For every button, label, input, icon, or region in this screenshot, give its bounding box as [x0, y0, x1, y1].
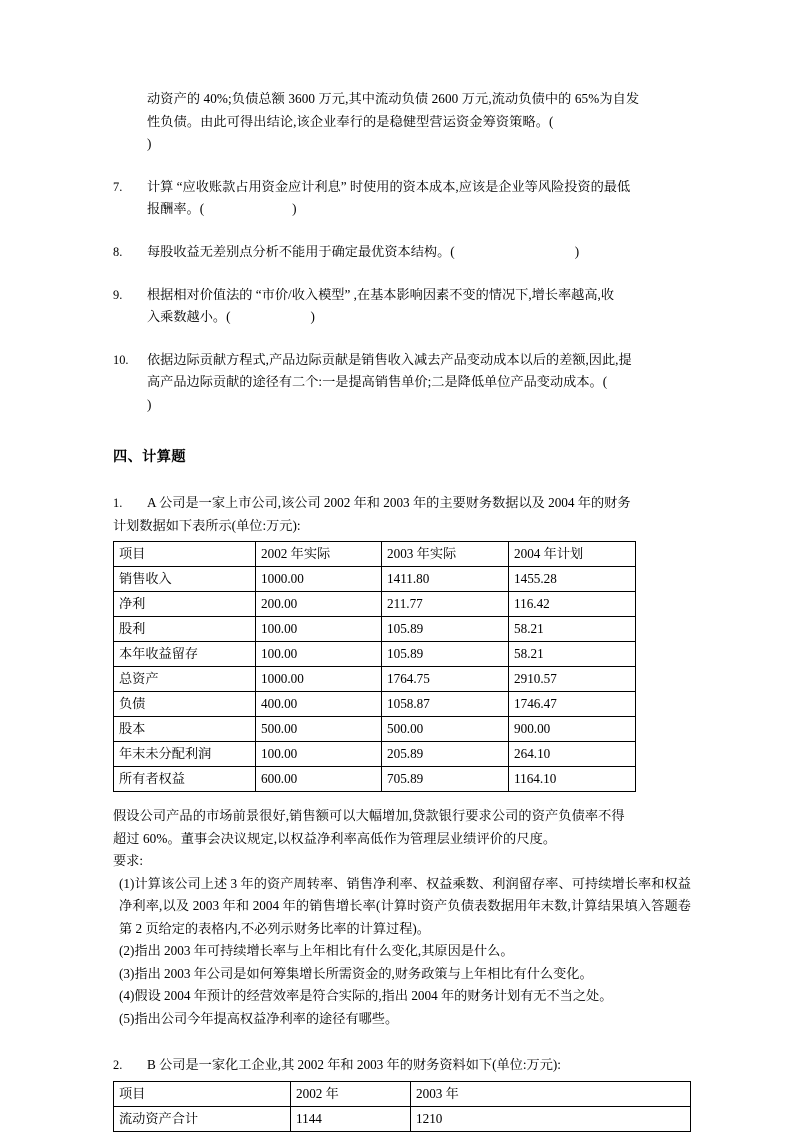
cell-2004: 116.42: [509, 592, 636, 617]
problem-intro-line-2: 计划数据如下表所示(单位:万元):: [113, 517, 301, 533]
document-content: [113, 88, 691, 1132]
problem-number: 1.: [113, 496, 123, 510]
requirement-item-1: (1)计算该公司上述 3 年的资产周转率、销售净利率、权益乘数、利润留存率、可持续增长率和权益净利率,以及 2003 年和 2004 年的销售增长率(计算时资产负债表数据用年末数,计算结果填入答题卷第 2 页给定的表格内,不必列示财务比率的计算过程)。: [119, 875, 691, 936]
section-heading-calculation: 四、计算题: [113, 449, 186, 465]
cell-2003: 500.00: [382, 717, 509, 742]
cell-2002: 200.00: [256, 592, 382, 617]
item-line-2: 高产品边际贡献的途径有二个:一是提高销售单价;二是降低单位产品变动成本。(: [147, 374, 608, 389]
cell-2002: 1144: [291, 1106, 411, 1131]
table-row: [114, 567, 636, 592]
item-line-3: ): [310, 309, 315, 324]
cell-2003: 1411.80: [382, 567, 509, 592]
table-row: [114, 742, 636, 767]
item-body: [147, 349, 691, 417]
item-number: 7.: [113, 180, 123, 194]
item-line-1: 每股收益无差别点分析不能用于确定最优资本结构。(: [147, 243, 455, 259]
item-line-3: ): [147, 396, 152, 412]
cell-2004: 1164.10: [509, 767, 636, 792]
true-false-item-7: [113, 176, 691, 221]
item-number: 10.: [113, 353, 129, 367]
continued-paragraph: [113, 88, 691, 156]
item-line-1: 依据边际贡献方程式,产品边际贡献是销售收入减去产品变动成本以后的差额,因此,提: [147, 351, 632, 367]
row-label: 净利: [114, 592, 256, 617]
table-row: [114, 717, 636, 742]
assumption-line-1: 假设公司产品的市场前景很好,销售额可以大幅增加,贷款银行要求公司的资产负债率不得: [113, 808, 625, 823]
cell-2003: 1058.87: [382, 692, 509, 717]
cell-2004: 1746.47: [509, 692, 636, 717]
cell-2004: 900.00: [509, 717, 636, 742]
item-line-2: ): [574, 243, 580, 259]
item-body: [147, 241, 691, 264]
item-body: [147, 284, 691, 329]
requirements-label: 要求:: [113, 853, 144, 868]
cell-2003: 705.89: [382, 767, 509, 792]
row-label: 销售收入: [114, 567, 256, 592]
cell-2003: 105.89: [382, 642, 509, 667]
cell-2002: 500.00: [256, 717, 382, 742]
table-row: [114, 617, 636, 642]
table-header-row: [114, 542, 636, 567]
table-row: [114, 692, 636, 717]
assumption-line-2: 超过 60%。董事会决议规定,以权益净利率高低作为管理层业绩评价的尺度。: [113, 830, 557, 846]
table-row: [114, 767, 636, 792]
true-false-item-10: [113, 349, 691, 417]
item-line-1: 计算 “应收账款占用资金应计利息” 时使用的资本成本,应该是企业等风险投资的最低: [147, 178, 631, 194]
table-row: [114, 642, 636, 667]
item-line-3: ): [292, 201, 297, 216]
financial-data-table: [113, 541, 636, 792]
row-label: 总资产: [114, 667, 256, 692]
cell-2004: 264.10: [509, 742, 636, 767]
column-header-2004: 2004 年计划: [509, 542, 636, 567]
problem-intro-line-1: A 公司是一家上市公司,该公司 2002 年和 2003 年的主要财务数据以及 2004 年的财务: [147, 495, 631, 510]
item-line-2: 入乘数越小。(: [147, 309, 231, 324]
item-number: 8.: [113, 245, 123, 259]
cell-2002: 1000.00: [256, 667, 382, 692]
true-false-item-8: [113, 241, 691, 264]
cell-2002: 1000.00: [256, 567, 382, 592]
row-label: 本年收益留存: [114, 642, 256, 667]
continued-paragraph-line-1: 动资产的 40%;负债总额 3600 万元,其中流动负债 2600 万元,流动负债中的 65%为自发: [147, 91, 640, 106]
row-label: 负债: [114, 692, 256, 717]
cell-2002: 400.00: [256, 692, 382, 717]
column-header-2002: 2002 年实际: [256, 542, 382, 567]
problem-2-intro: [113, 1054, 691, 1077]
problem-1: [113, 492, 691, 1030]
row-label: 所有者权益: [114, 767, 256, 792]
true-false-item-9: [113, 284, 691, 329]
cell-2002: 600.00: [256, 767, 382, 792]
problem-number: 2.: [113, 1058, 123, 1072]
cell-2004: 1455.28: [509, 567, 636, 592]
row-label: 年末未分配利润: [114, 742, 256, 767]
column-header-2002: 2002 年: [291, 1081, 411, 1106]
cell-2002: 100.00: [256, 642, 382, 667]
cell-2003: 1210: [411, 1106, 691, 1131]
item-body: [147, 176, 691, 221]
continued-paragraph-line-2: 性负债。由此可得出结论,该企业奉行的是稳健型营运资金筹资策略。(: [147, 113, 554, 129]
requirement-item-4: (4)假设 2004 年预计的经营效率是符合实际的,指出 2004 年的财务计划有无不当之处。: [119, 988, 613, 1003]
column-header-item: 项目: [114, 1081, 291, 1106]
cell-2003: 205.89: [382, 742, 509, 767]
problem-2: [113, 1054, 691, 1132]
requirement-item-3: (3)指出 2003 年公司是如何筹集增长所需资金的,财务政策与上年相比有什么变化。: [119, 965, 593, 981]
row-label: 流动资产合计: [114, 1106, 291, 1131]
table-row: [114, 592, 636, 617]
column-header-2003: 2003 年: [411, 1081, 691, 1106]
requirement-item-2: (2)指出 2003 年可持续增长率与上年相比有什么变化,其原因是什么。: [119, 943, 514, 958]
table-row: [114, 1106, 691, 1131]
problem-1-assumptions: [113, 805, 691, 850]
item-line-1: 根据相对价值法的 “市价/收入模型” ,在基本影响因素不变的情况下,增长率越高,收: [147, 286, 615, 302]
table-row: [114, 667, 636, 692]
row-label: 股本: [114, 717, 256, 742]
cell-2003: 1764.75: [382, 667, 509, 692]
continued-paragraph-line-3: ): [147, 136, 152, 151]
problem-intro-body: [147, 492, 691, 515]
requirement-item-5: (5)指出公司今年提高权益净利率的途径有哪些。: [119, 1010, 399, 1026]
cell-2004: 2910.57: [509, 667, 636, 692]
cell-2002: 100.00: [256, 617, 382, 642]
row-label: 股利: [114, 617, 256, 642]
item-number: 9.: [113, 288, 123, 302]
cell-2002: 100.00: [256, 742, 382, 767]
problem-1-intro: [113, 492, 691, 515]
column-header-item: 项目: [114, 542, 256, 567]
item-line-2: 报酬率。(: [147, 201, 205, 216]
company-b-data-table: [113, 1081, 691, 1132]
problem-intro-body: B 公司是一家化工企业,其 2002 年和 2003 年的财务资料如下(单位:万元):: [147, 1057, 561, 1072]
cell-2004: 58.21: [509, 642, 636, 667]
cell-2004: 58.21: [509, 617, 636, 642]
table-header-row: [114, 1081, 691, 1106]
cell-2003: 211.77: [382, 592, 509, 617]
cell-2003: 105.89: [382, 617, 509, 642]
column-header-2003: 2003 年实际: [382, 542, 509, 567]
